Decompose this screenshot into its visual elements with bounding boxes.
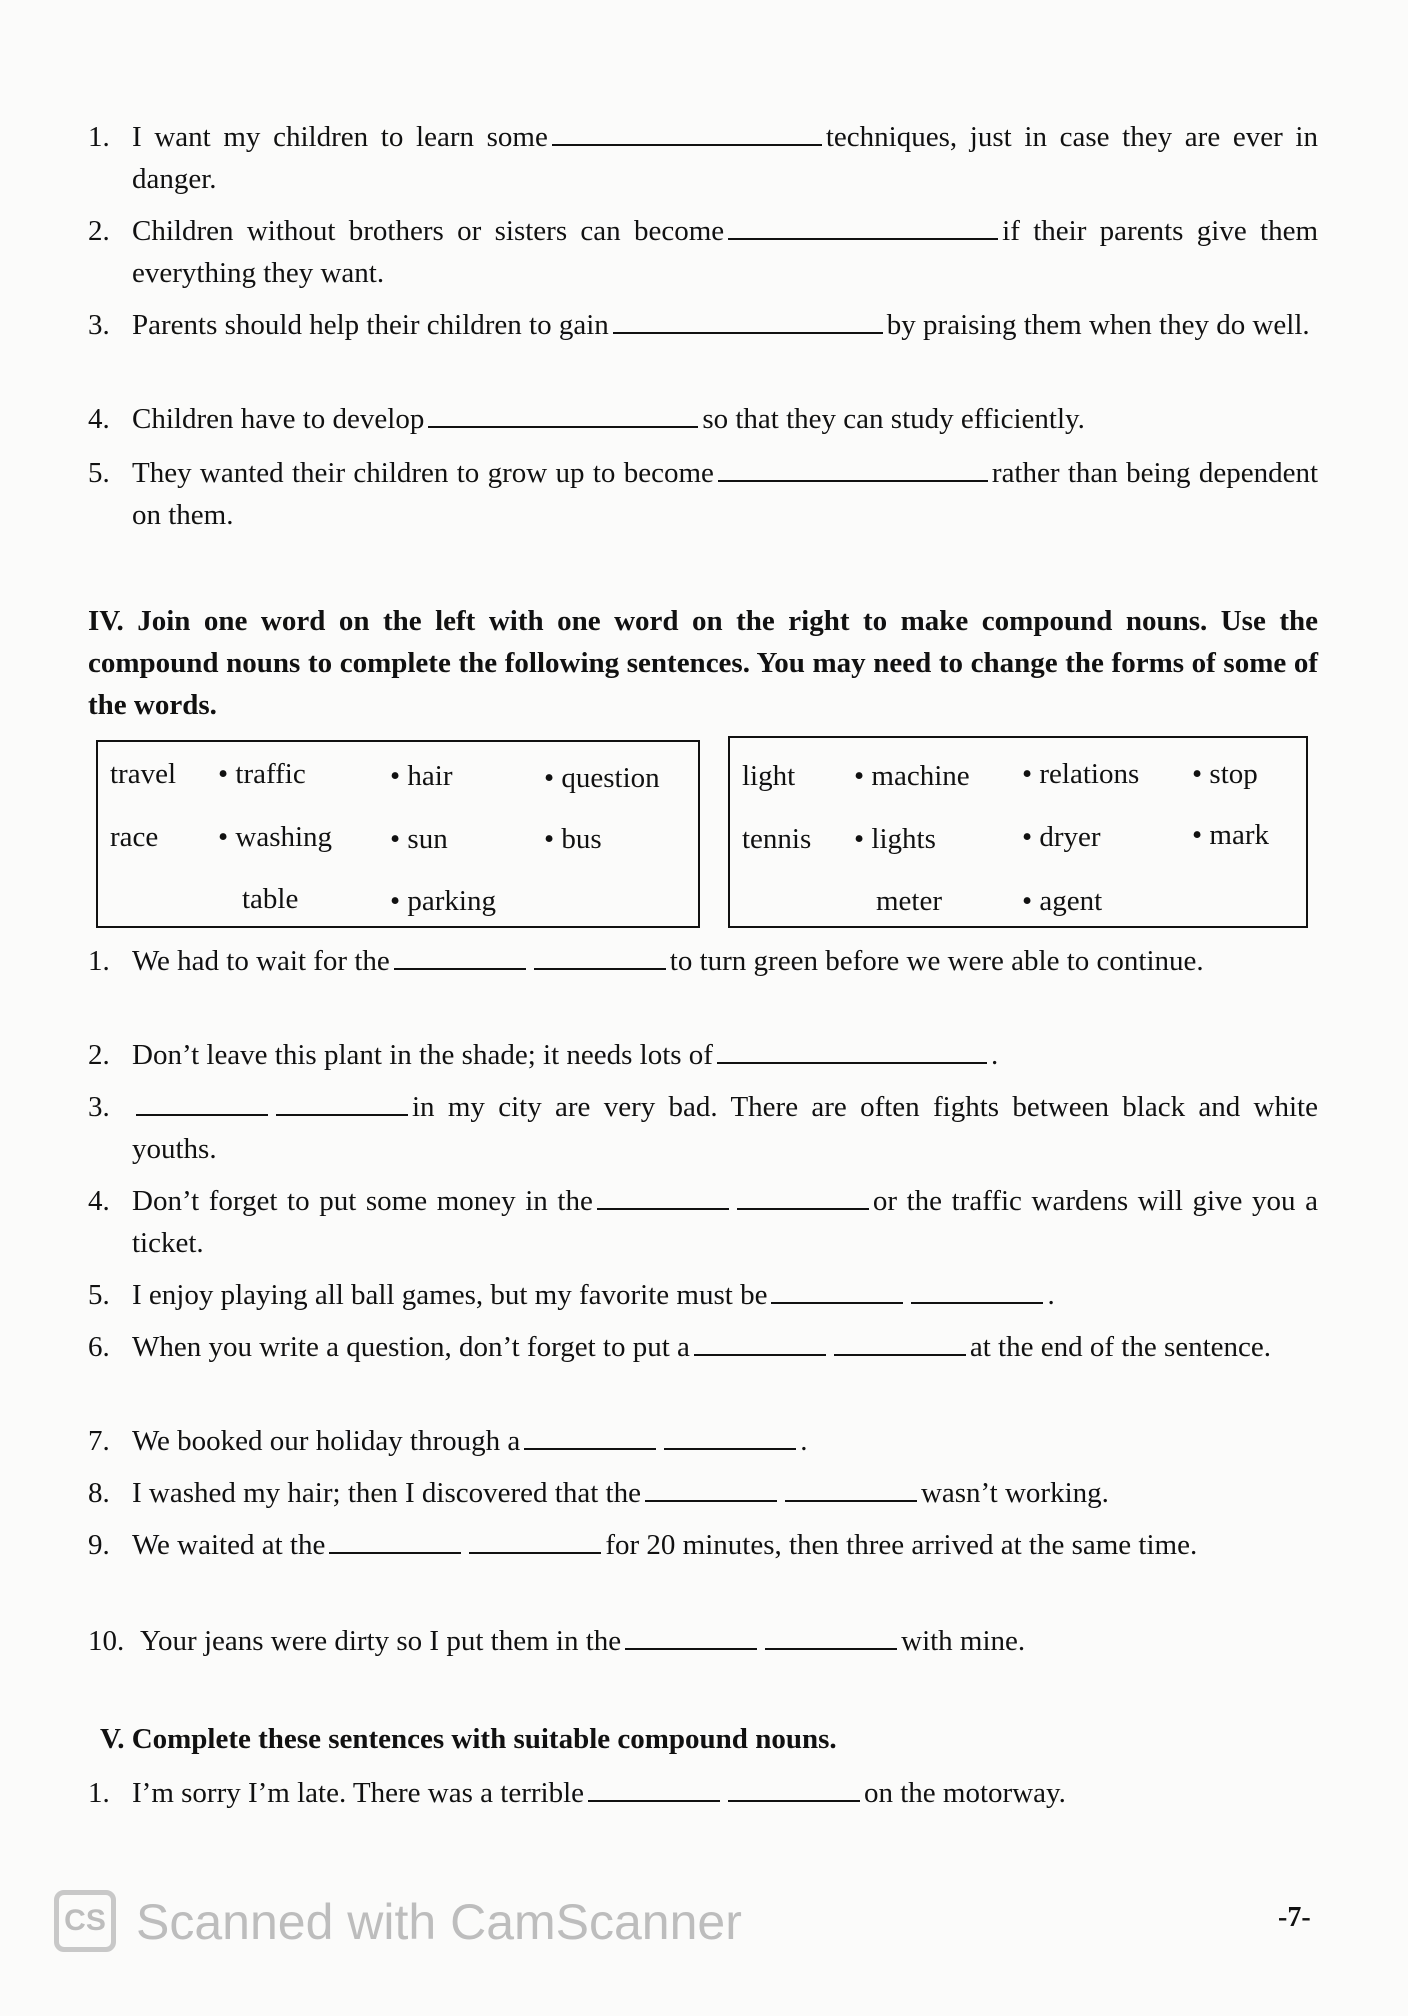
answer-blank[interactable] bbox=[588, 1776, 720, 1802]
item-text: I’m sorry I’m late. There was a terrible on the motorway. bbox=[132, 1777, 1066, 1809]
item-number: 1. bbox=[88, 945, 110, 977]
list-item bbox=[88, 452, 1318, 536]
word-option: • agent bbox=[1022, 885, 1103, 917]
word-option: • sun bbox=[390, 823, 448, 855]
list-item bbox=[88, 304, 1318, 346]
page-number: -7- bbox=[1278, 1902, 1311, 1933]
answer-blank[interactable] bbox=[329, 1528, 461, 1554]
answer-blank[interactable] bbox=[552, 120, 822, 146]
item-text: We waited at the for 20 minutes, then three arrived at the same time. bbox=[132, 1529, 1198, 1561]
item-text: Children have to develop so that they can study efficiently. bbox=[132, 403, 1085, 435]
word-option: • dryer bbox=[1022, 821, 1101, 853]
item-number: 2. bbox=[88, 215, 110, 247]
list-item bbox=[88, 1086, 1318, 1170]
right-word-box bbox=[728, 736, 1308, 928]
answer-blank[interactable] bbox=[718, 456, 988, 482]
answer-blank[interactable] bbox=[428, 402, 698, 428]
list-item bbox=[88, 210, 1318, 294]
list-item bbox=[88, 1620, 1318, 1662]
item-number: 7. bbox=[88, 1425, 110, 1457]
answer-blank[interactable] bbox=[276, 1090, 408, 1116]
list-item bbox=[88, 1034, 1318, 1076]
word-option: • bus bbox=[544, 823, 602, 855]
item-number: 5. bbox=[88, 1279, 110, 1311]
answer-blank[interactable] bbox=[834, 1330, 966, 1356]
answer-blank[interactable] bbox=[911, 1278, 1043, 1304]
list-item bbox=[88, 1420, 1318, 1462]
item-text: Parents should help their children to gain by praising them when they do well. bbox=[132, 309, 1310, 341]
list-item bbox=[88, 940, 1318, 982]
answer-blank[interactable] bbox=[728, 1776, 860, 1802]
item-text: Your jeans were dirty so I put them in the with mine. bbox=[140, 1625, 1026, 1657]
item-number: 6. bbox=[88, 1331, 110, 1363]
word-option: • parking bbox=[390, 885, 496, 917]
word-option: tennis bbox=[742, 823, 812, 855]
item-number: 2. bbox=[88, 1039, 110, 1071]
word-option: light bbox=[742, 760, 796, 792]
item-text: Don’t leave this plant in the shade; it needs lots of . bbox=[132, 1039, 999, 1071]
answer-blank[interactable] bbox=[625, 1624, 757, 1650]
camscanner-logo: CS bbox=[54, 1890, 116, 1952]
word-option: meter bbox=[876, 885, 943, 917]
section-4-heading: IV. Join one word on the left with one word on the right to make compound nouns. Use the compound nouns to complete the following sentences. You may need to change the forms of some of the words. bbox=[88, 605, 1318, 721]
item-number: 1. bbox=[88, 121, 110, 153]
list-item bbox=[88, 1180, 1318, 1264]
section-5-heading: V. Complete these sentences with suitable compound nouns. bbox=[100, 1723, 837, 1755]
item-text: When you write a question, don’t forget to put a at the end of the sentence. bbox=[132, 1331, 1272, 1363]
word-option: • traffic bbox=[218, 758, 306, 790]
item-text: Children without brothers or sisters can become if their parents give them everything they want. bbox=[132, 215, 1318, 289]
answer-blank[interactable] bbox=[136, 1090, 268, 1116]
answer-blank[interactable] bbox=[469, 1528, 601, 1554]
list-item bbox=[88, 1274, 1318, 1316]
word-option: • lights bbox=[854, 823, 936, 855]
item-number: 3. bbox=[88, 309, 110, 341]
item-text: We had to wait for the to turn green before we were able to continue. bbox=[132, 945, 1204, 977]
item-number: 3. bbox=[88, 1091, 110, 1123]
answer-blank[interactable] bbox=[394, 944, 526, 970]
answer-blank[interactable] bbox=[737, 1184, 869, 1210]
answer-blank[interactable] bbox=[771, 1278, 903, 1304]
item-number: 4. bbox=[88, 403, 110, 435]
answer-blank[interactable] bbox=[597, 1184, 729, 1210]
answer-blank[interactable] bbox=[524, 1424, 656, 1450]
word-option: • washing bbox=[218, 821, 333, 853]
item-number: 9. bbox=[88, 1529, 110, 1561]
word-option: • machine bbox=[854, 760, 970, 792]
list-item bbox=[88, 398, 1318, 440]
item-text: I enjoy playing all ball games, but my favorite must be . bbox=[132, 1279, 1055, 1311]
answer-blank[interactable] bbox=[645, 1476, 777, 1502]
answer-blank[interactable] bbox=[534, 944, 666, 970]
list-item bbox=[88, 116, 1318, 200]
answer-blank[interactable] bbox=[785, 1476, 917, 1502]
list-item bbox=[88, 1472, 1318, 1514]
word-option: • stop bbox=[1192, 758, 1258, 790]
item-number: 8. bbox=[88, 1477, 110, 1509]
item-text: Don’t forget to put some money in the or the traffic wardens will give you a ticket. bbox=[132, 1185, 1318, 1259]
answer-blank[interactable] bbox=[728, 214, 998, 240]
item-text: I washed my hair; then I discovered that the wasn’t working. bbox=[132, 1477, 1109, 1509]
answer-blank[interactable] bbox=[694, 1330, 826, 1356]
list-item bbox=[88, 1524, 1318, 1566]
word-option: • mark bbox=[1192, 819, 1269, 851]
answer-blank[interactable] bbox=[717, 1038, 987, 1064]
item-text: I want my children to learn some techniques, just in case they are ever in danger. bbox=[132, 121, 1318, 195]
word-option: race bbox=[110, 821, 159, 853]
answer-blank[interactable] bbox=[664, 1424, 796, 1450]
word-option: • relations bbox=[1022, 758, 1140, 790]
item-number: 10. bbox=[88, 1625, 125, 1657]
word-option: table bbox=[242, 883, 299, 915]
item-number: 5. bbox=[88, 457, 110, 489]
list-item bbox=[88, 1772, 1318, 1814]
item-text: They wanted their children to grow up to become rather than being dependent on them. bbox=[132, 457, 1318, 531]
list-item bbox=[88, 1326, 1318, 1368]
word-option: travel bbox=[110, 758, 177, 790]
answer-blank[interactable] bbox=[765, 1624, 897, 1650]
left-word-box bbox=[96, 740, 700, 928]
word-option: • hair bbox=[390, 760, 453, 792]
item-number: 1. bbox=[88, 1777, 110, 1809]
answer-blank[interactable] bbox=[613, 308, 883, 334]
item-number: 4. bbox=[88, 1185, 110, 1217]
item-text: We booked our holiday through a . bbox=[132, 1425, 808, 1457]
camscanner-watermark: Scanned with CamScanner bbox=[136, 1894, 742, 1950]
item-text: in my city are very bad. There are often fights between black and white youths. bbox=[132, 1091, 1318, 1165]
word-option: • question bbox=[544, 762, 660, 794]
